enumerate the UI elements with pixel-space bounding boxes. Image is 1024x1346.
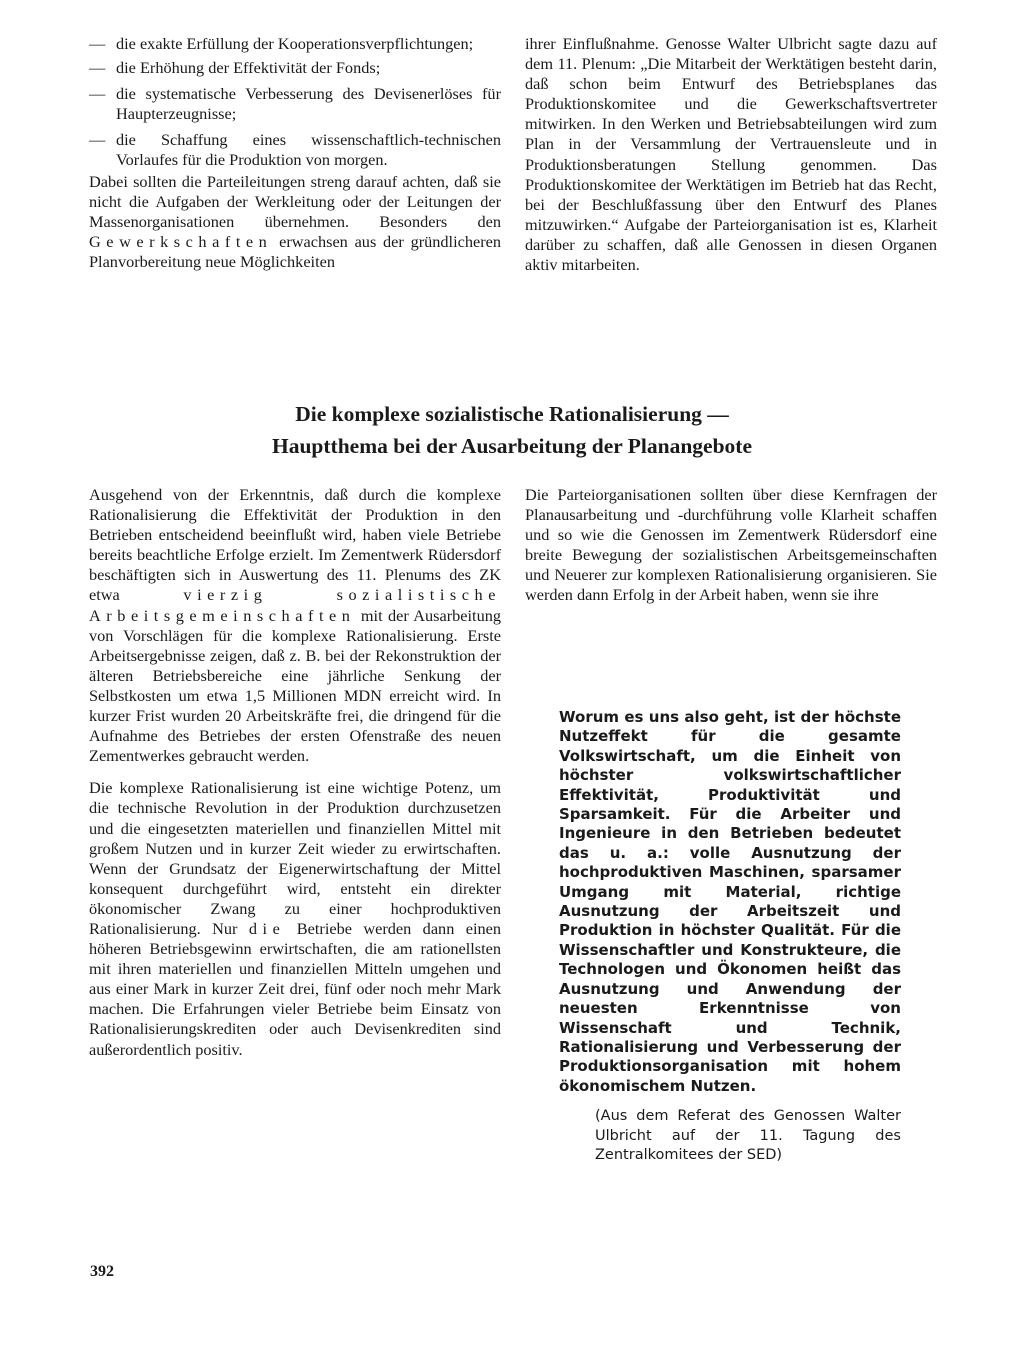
emphasized-word: Gewerkschaften [89, 231, 273, 251]
bullet-text: die systematische Verbesserung des Devisenerlöses für Haupterzeugnisse; [116, 84, 501, 124]
bullet-dash: — [89, 84, 106, 104]
bullet-item [89, 130, 501, 170]
paragraph [89, 172, 501, 272]
bullet-item [89, 58, 501, 78]
bullet-text: die exakte Erfüllung der Kooperationsverpflichtungen; [116, 34, 474, 53]
paragraph [89, 485, 501, 766]
bullet-dash: — [89, 34, 106, 53]
bullet-text: die Schaffung eines wissenschaftlich-technischen Vorlaufes für die Produktion von morgen. [116, 130, 501, 170]
paragraph: ihrer Einflußnahme. Genosse Walter Ulbricht sagte dazu auf dem 11. Plenum: „Die Mitarbeit der Werktätigen besteht darin, daß schon beim Entwurf des Betriebsplanes das Produktionskomitee und die Gewerkschaftsvertreter mitwirken. In den Werken und Betriebsabteilungen wird zum Plan in der Versammlung der Vertrauensleute und in Produktionsberatungen Stellung genommen. Das Produktionskomitee der Werktätigen im Betrieb hat das Recht, bei der Beschlußfassung über den Entwurf des Planes mitzuwirken.“ Aufgabe der Parteiorganisation ist es, Klarheit darüber zu schaffen, daß alle Genossen in diesen Organen aktiv mitarbeiten. [525, 34, 937, 275]
mid-right-column [525, 485, 937, 606]
top-right-column [525, 34, 937, 275]
emphasized-phrase: vierzig sozialistische Arbeitsgemeinschaften [89, 585, 501, 625]
quote-box [559, 708, 901, 1165]
paragraph-text: Ausgehend von der Erkenntnis, daß durch die komplexe Rationalisierung die Effektivität der Produktion in den Betrieben entscheidend beeinflußt wird, haben viele Betriebe bereits beachtliche Erfolge erzielt. Im Zementwerk Rüdersdorf beschäftigten sich in Auswertung des 11. Plenums des ZK etwa [89, 485, 501, 605]
bullet-text: die Erhöhung der Effektivität der Fonds; [116, 58, 381, 78]
quote-text: Worum es uns also geht, ist der höchste Nutzeffekt für die gesamte Volkswirtschaft, um die Einheit von höchster volkswirtschaftlicher Effektivität, Produktivität und Sparsamkeit. Für die Arbeiter und Ingenieure in den Betrieben bedeutet das u. a.: volle Ausnutzung der hochproduktiven Maschinen, sparsamer Umgang mit Material, richtige Ausnutzung der Arbeitszeit und Produktion in höchster Qualität. Für die Wissenschaftler und Konstrukteure, die Technologen und Ökonomen heißt das Ausnutzung und Anwendung der neuesten Erkenntnisse von Wissenschaft und Technik, Rationalisierung und Verbesserung der Produktionsorganisation mit hohem ökonomischem Nutzen. [559, 708, 901, 1095]
bullet-item [89, 84, 501, 124]
page-number: 392 [90, 1263, 114, 1280]
paragraph [89, 778, 501, 1059]
heading-line: Hauptthema bei der Ausarbeitung der Planangebote [271, 434, 752, 458]
paragraph-text: Betriebe werden dann einen höheren Betriebsgewinn erwirtschaften, die am rationellsten mit ihren materiellen und finanziellen Mitteln umgehen und aus einer Mark in kurzer Zeit drei, fünf oder noch mehr Mark machen. Die Erfahrungen vieler Betriebe beim Einsatz von Rationalisierungskrediten oder auch Devisenkrediten sind außerordentlich positiv. [89, 918, 501, 1059]
section-heading [120, 398, 904, 462]
paragraph-text: erwachsen aus der gründlicheren Planvorbereitung neue Möglichkeiten [89, 231, 501, 271]
heading-line: Die komplexe sozialistische Rationalisierung — [295, 402, 729, 426]
bullet-dash: — [89, 58, 106, 78]
paragraph-text: Dabei sollten die Parteileitungen streng darauf achten, daß sie nicht die Aufgaben der Werkleitung oder der Leitungen der Massenorganisationen übernehmen. Besonders den [89, 171, 501, 231]
paragraph-text: mit der Ausarbeitung von Vorschlägen für die komplexe Rationalisierung. Erste Arbeitsergebnisse zeigen, daß z. B. bei der Rekonstruktion der älteren Betriebsbereiche eine jährliche Senkung der Selbstkosten um etwa 1,5 Millionen MDN erreicht wird. In kurzer Frist wurden 20 Arbeitskräfte frei, die dringend für die Aufnahme des Betriebes der ersten Ofenstraße des neuen Zementwerkes gebraucht werden. [89, 605, 501, 766]
emphasized-word: die [248, 918, 286, 938]
top-left-column [89, 34, 501, 272]
paragraph-text: Die komplexe Rationalisierung ist eine wichtige Potenz, um die technische Revolution in der Produktion durchzusetzen und die eingesetzten materiellen und finanziellen Mittel mit großem Nutzen und in kurzer Zeit wieder zu erwirtschaften. Wenn der Grundsatz der Eigenerwirtschaftung der Mittel konsequent durchgeführt wird, entsteht ein direkter ökonomischer Zwang zu einer hochproduktiven Rationalisierung. Nur [89, 778, 501, 938]
bullet-item [89, 34, 501, 54]
paragraph: Die Parteiorganisationen sollten über diese Kernfragen der Planausarbeitung und -durchführung volle Klarheit schaffen und so wie die Genossen im Zementwerk Rüdersdorf eine breite Bewegung der sozialistischen Arbeitsgemeinschaften und Neuerer zur komplexen Rationalisierung organisieren. Sie werden dann Erfolg in der Arbeit haben, wenn sie ihre [525, 485, 937, 605]
mid-left-column [89, 485, 501, 1060]
bullet-dash: — [89, 130, 106, 150]
quote-source: (Aus dem Referat des Genossen Walter Ulbricht auf der 11. Tagung des Zentralkomitees der SED) [595, 1108, 901, 1163]
